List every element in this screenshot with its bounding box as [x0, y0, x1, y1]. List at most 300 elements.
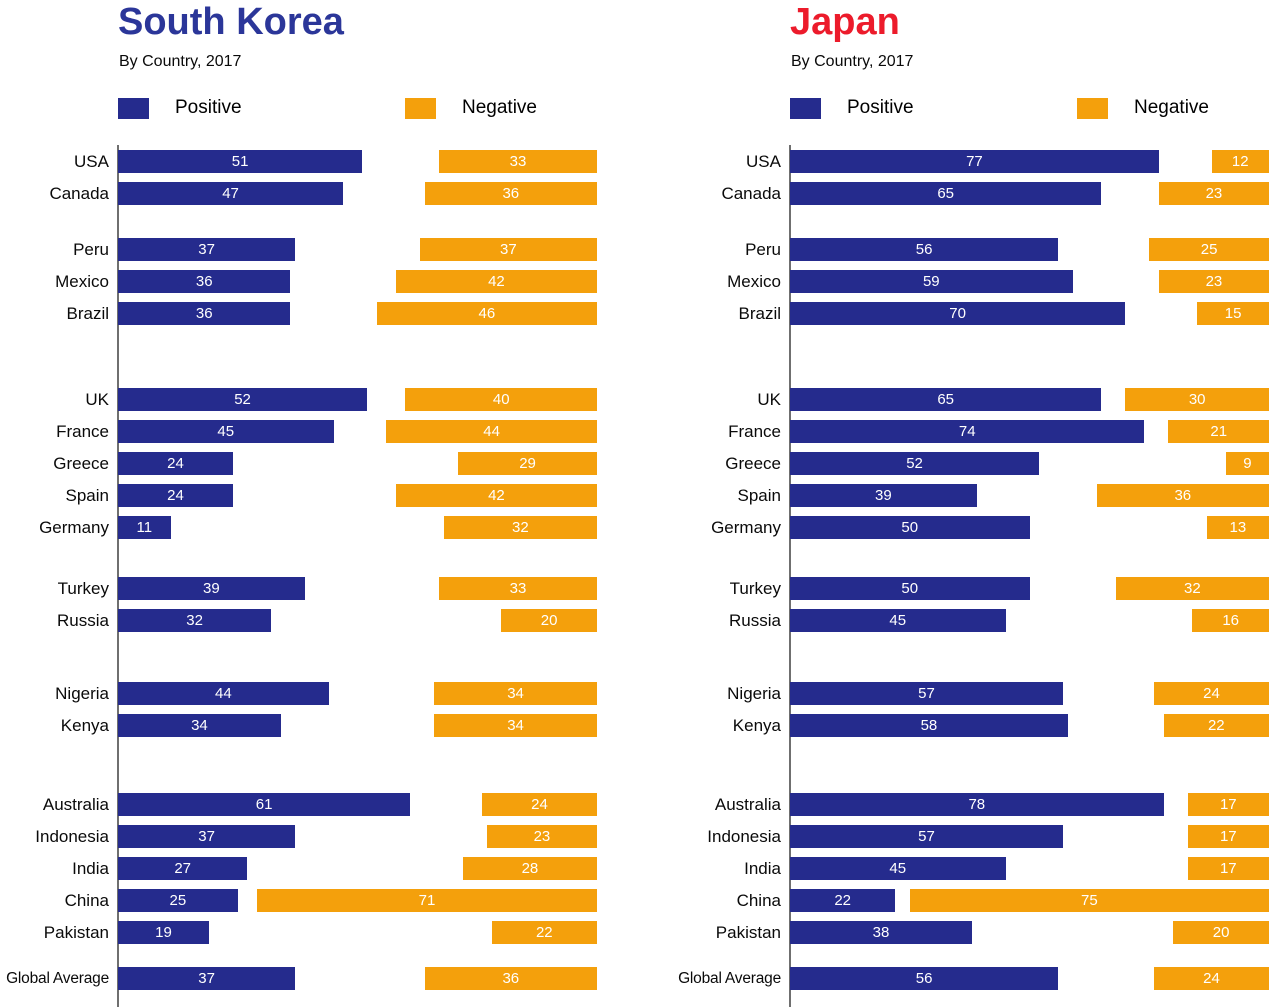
negative-bar [396, 484, 597, 507]
positive-swatch-icon [790, 98, 821, 119]
chart-row [0, 388, 597, 411]
negative-bar [377, 302, 597, 325]
chart-rows [0, 150, 597, 990]
negative-value: 17 [1219, 828, 1237, 845]
negative-value: 22 [535, 924, 553, 941]
chart-row [0, 577, 597, 600]
negative-bar [434, 682, 597, 705]
negative-value: 36 [502, 185, 520, 202]
chart-row [0, 302, 597, 325]
bar-area [790, 270, 1269, 293]
country-label: Germany [711, 518, 781, 537]
positive-bar [790, 516, 1030, 539]
positive-bar [118, 238, 295, 261]
negative-value: 32 [1184, 580, 1201, 597]
chart-row [0, 889, 597, 912]
negative-value: 15 [1224, 305, 1242, 322]
positive-bar [790, 921, 972, 944]
legend-item-negative [1077, 96, 1209, 120]
country-label: Mexico [55, 272, 109, 291]
positive-bar [118, 388, 367, 411]
negative-bar [1173, 921, 1269, 944]
negative-bar [1226, 452, 1269, 475]
chart-row [0, 682, 597, 705]
country-label: Global Average [6, 970, 109, 987]
bar-area [790, 825, 1269, 848]
country-label: Greece [725, 454, 781, 473]
negative-value: 36 [502, 970, 520, 987]
positive-value: 44 [215, 685, 232, 702]
positive-value: 57 [918, 685, 935, 702]
positive-bar [790, 182, 1101, 205]
country-label: Turkey [729, 579, 781, 598]
chart-row [0, 714, 597, 737]
positive-bar [790, 609, 1006, 632]
positive-bar [790, 420, 1144, 443]
positive-value: 77 [966, 153, 983, 170]
chart-row [0, 238, 597, 261]
country-label: Nigeria [727, 684, 781, 703]
positive-bar [118, 302, 290, 325]
positive-value: 52 [906, 455, 923, 472]
positive-value: 34 [191, 717, 208, 734]
country-label: USA [74, 152, 109, 171]
chart-panel-south-korea [0, 0, 597, 1007]
bar-area [790, 609, 1269, 632]
negative-value: 46 [478, 305, 496, 322]
positive-bar [118, 609, 271, 632]
chart-row [672, 484, 1269, 507]
negative-value: 40 [492, 391, 510, 408]
bar-area [790, 577, 1269, 600]
chart-row [672, 238, 1269, 261]
country-label: Peru [745, 240, 781, 259]
country-label: France [728, 422, 781, 441]
chart-row [672, 793, 1269, 816]
positive-value: 19 [155, 924, 172, 941]
country-label: Brazil [738, 304, 781, 323]
bar-area [790, 889, 1269, 912]
positive-bar [118, 516, 171, 539]
bar-area [118, 577, 597, 600]
country-label: Turkey [57, 579, 109, 598]
chart-row [672, 921, 1269, 944]
positive-bar [118, 182, 343, 205]
country-label: Indonesia [35, 827, 109, 846]
country-label: Peru [73, 240, 109, 259]
negative-value: 22 [1207, 717, 1225, 734]
country-label: Kenya [60, 716, 109, 735]
negative-bar [487, 825, 597, 848]
legend-label: Negative [462, 97, 537, 118]
negative-value: 37 [500, 241, 517, 258]
positive-bar [118, 921, 209, 944]
bar-area [118, 452, 597, 475]
negative-bar [1159, 270, 1269, 293]
chart-title: South Korea [118, 1, 344, 43]
positive-bar [790, 484, 977, 507]
country-label: China [736, 891, 781, 910]
negative-value: 24 [1203, 685, 1220, 702]
positive-bar [118, 420, 334, 443]
bar-area [790, 967, 1269, 990]
negative-bar [396, 270, 597, 293]
chart-row [672, 150, 1269, 173]
positive-value: 65 [937, 185, 955, 202]
positive-value: 37 [198, 970, 215, 987]
positive-value: 61 [255, 796, 273, 813]
positive-bar [790, 714, 1068, 737]
country-label: Indonesia [707, 827, 781, 846]
country-label: Canada [721, 184, 781, 203]
bar-area [790, 238, 1269, 261]
positive-bar [790, 302, 1125, 325]
negative-bar [1188, 857, 1269, 880]
bar-area [118, 388, 597, 411]
negative-value: 34 [507, 717, 524, 734]
negative-bar [439, 150, 597, 173]
negative-swatch-icon [405, 98, 436, 119]
negative-value: 28 [521, 860, 539, 877]
positive-value: 52 [234, 391, 251, 408]
positive-value: 56 [915, 970, 933, 987]
bar-area [118, 302, 597, 325]
positive-bar [790, 150, 1159, 173]
chart-subtitle: By Country, 2017 [119, 53, 242, 70]
positive-bar [118, 452, 233, 475]
negative-bar [1154, 682, 1269, 705]
chart-row [0, 182, 597, 205]
positive-value: 38 [872, 924, 890, 941]
positive-bar [790, 825, 1063, 848]
positive-value: 37 [198, 828, 215, 845]
chart-rows [672, 150, 1269, 990]
negative-bar [501, 609, 597, 632]
positive-swatch-icon [118, 98, 149, 119]
positive-value: 39 [875, 487, 892, 504]
positive-value: 58 [920, 717, 938, 734]
country-label: Nigeria [55, 684, 109, 703]
positive-value: 56 [915, 241, 933, 258]
negative-bar [1125, 388, 1269, 411]
bar-area [790, 420, 1269, 443]
country-label: UK [757, 390, 781, 409]
positive-value: 25 [169, 892, 187, 909]
positive-bar [118, 967, 295, 990]
negative-value: 17 [1219, 860, 1237, 877]
positive-value: 74 [958, 423, 976, 440]
country-label: USA [746, 152, 781, 171]
bar-area [118, 609, 597, 632]
bar-area [118, 182, 597, 205]
bar-area [790, 150, 1269, 173]
negative-bar [444, 516, 597, 539]
negative-bar [1197, 302, 1269, 325]
positive-value: 51 [231, 153, 249, 170]
negative-bar [1207, 516, 1269, 539]
positive-value: 37 [198, 241, 215, 258]
country-label: Germany [39, 518, 109, 537]
country-label: Kenya [732, 716, 781, 735]
positive-bar [790, 238, 1058, 261]
bar-area [118, 714, 597, 737]
chart-row [672, 577, 1269, 600]
positive-bar [790, 857, 1006, 880]
negative-bar [257, 889, 597, 912]
country-label: UK [85, 390, 109, 409]
positive-value: 32 [186, 612, 203, 629]
bar-area [118, 825, 597, 848]
positive-value: 36 [195, 273, 213, 290]
bar-area [790, 682, 1269, 705]
negative-value: 12 [1231, 153, 1249, 170]
chart-row [672, 420, 1269, 443]
chart-row [672, 889, 1269, 912]
negative-value: 36 [1174, 487, 1192, 504]
positive-value: 24 [167, 455, 184, 472]
negative-value: 16 [1222, 612, 1240, 629]
negative-bar [1154, 967, 1269, 990]
negative-value: 23 [533, 828, 551, 845]
negative-value: 24 [531, 796, 548, 813]
positive-bar [118, 714, 281, 737]
bar-area [118, 238, 597, 261]
chart-row [672, 609, 1269, 632]
negative-bar [420, 238, 597, 261]
chart-row [672, 388, 1269, 411]
positive-bar [118, 150, 362, 173]
negative-value: 75 [1081, 892, 1098, 909]
bar-area [790, 516, 1269, 539]
negative-bar [492, 921, 597, 944]
legend-label: Negative [1134, 97, 1209, 118]
negative-bar [1212, 150, 1269, 173]
country-label: Greece [53, 454, 109, 473]
negative-value: 33 [509, 580, 527, 597]
positive-bar [790, 577, 1030, 600]
legend-item-positive [118, 96, 242, 120]
chart-row [672, 682, 1269, 705]
bar-area [790, 302, 1269, 325]
country-label: Australia [42, 795, 109, 814]
country-label: India [744, 859, 781, 878]
negative-bar [1149, 238, 1269, 261]
negative-bar [425, 967, 597, 990]
country-label: Russia [729, 611, 781, 630]
country-label: Canada [49, 184, 109, 203]
chart-row [672, 182, 1269, 205]
bar-area [118, 793, 597, 816]
positive-bar [790, 452, 1039, 475]
positive-bar [118, 484, 233, 507]
positive-value: 50 [901, 519, 919, 536]
positive-bar [118, 793, 410, 816]
legend [672, 96, 1269, 120]
positive-value: 27 [174, 860, 191, 877]
chart-row [672, 825, 1269, 848]
positive-bar [118, 825, 295, 848]
chart-title: Japan [790, 1, 900, 43]
negative-value: 24 [1203, 970, 1220, 987]
negative-swatch-icon [1077, 98, 1108, 119]
bar-area [118, 857, 597, 880]
negative-bar [1168, 420, 1269, 443]
bar-area [118, 420, 597, 443]
negative-value: 44 [483, 423, 500, 440]
legend-label: Positive [175, 97, 242, 118]
chart-row [0, 270, 597, 293]
bar-area [118, 967, 597, 990]
positive-value: 24 [167, 487, 184, 504]
negative-value: 32 [512, 519, 529, 536]
legend [0, 96, 597, 120]
negative-value: 42 [488, 487, 505, 504]
country-label: Brazil [66, 304, 109, 323]
bar-area [118, 889, 597, 912]
negative-value: 34 [507, 685, 524, 702]
negative-value: 13 [1229, 519, 1247, 536]
chart-row [672, 714, 1269, 737]
positive-value: 39 [203, 580, 220, 597]
positive-value: 70 [949, 305, 966, 322]
negative-bar [434, 714, 597, 737]
chart-subtitle: By Country, 2017 [791, 53, 914, 70]
negative-value: 33 [509, 153, 527, 170]
negative-bar [482, 793, 597, 816]
positive-value: 11 [136, 519, 153, 536]
negative-value: 20 [540, 612, 558, 629]
country-label: Mexico [727, 272, 781, 291]
negative-bar [1116, 577, 1269, 600]
positive-value: 45 [889, 860, 907, 877]
negative-bar [425, 182, 597, 205]
country-label: India [72, 859, 109, 878]
bar-area [118, 682, 597, 705]
negative-bar [1188, 825, 1269, 848]
positive-value: 22 [834, 892, 852, 909]
chart-row [672, 302, 1269, 325]
country-label: Australia [714, 795, 781, 814]
positive-bar [790, 967, 1058, 990]
bar-area [118, 270, 597, 293]
bar-area [790, 452, 1269, 475]
negative-value: 20 [1212, 924, 1230, 941]
positive-bar [790, 682, 1063, 705]
chart-row [672, 857, 1269, 880]
negative-value: 23 [1205, 273, 1223, 290]
negative-bar [910, 889, 1269, 912]
chart-row [0, 967, 597, 990]
bar-area [118, 516, 597, 539]
country-label: Spain [737, 486, 781, 505]
country-label: Global Average [678, 970, 781, 987]
positive-value: 45 [217, 423, 235, 440]
positive-bar [790, 388, 1101, 411]
negative-bar [463, 857, 597, 880]
positive-bar [118, 889, 238, 912]
chart-row [0, 825, 597, 848]
positive-value: 36 [195, 305, 213, 322]
country-label: Pakistan [43, 923, 109, 942]
negative-value: 30 [1188, 391, 1206, 408]
legend-item-positive [790, 96, 914, 120]
bar-area [118, 150, 597, 173]
negative-bar [439, 577, 597, 600]
negative-bar [1159, 182, 1269, 205]
negative-value: 21 [1210, 423, 1228, 440]
country-label: France [56, 422, 109, 441]
negative-value: 25 [1200, 241, 1218, 258]
chart-row [0, 609, 597, 632]
negative-value: 23 [1205, 185, 1223, 202]
chart-row [0, 857, 597, 880]
negative-bar [386, 420, 597, 443]
positive-bar [118, 857, 247, 880]
positive-bar [790, 270, 1073, 293]
chart-row [672, 516, 1269, 539]
negative-value: 42 [488, 273, 505, 290]
chart-row [0, 484, 597, 507]
negative-value: 29 [519, 455, 536, 472]
bar-area [790, 484, 1269, 507]
bar-area [790, 714, 1269, 737]
bar-area [790, 857, 1269, 880]
bar-area [790, 388, 1269, 411]
chart-row [672, 452, 1269, 475]
bar-area [790, 182, 1269, 205]
chart-row [0, 420, 597, 443]
negative-bar [458, 452, 597, 475]
chart-row [0, 516, 597, 539]
positive-value: 65 [937, 391, 955, 408]
country-label: Pakistan [715, 923, 781, 942]
chart-row [0, 150, 597, 173]
negative-value: 71 [418, 892, 436, 909]
negative-bar [1188, 793, 1269, 816]
positive-bar [790, 793, 1164, 816]
negative-bar [1097, 484, 1269, 507]
legend-item-negative [405, 96, 537, 120]
country-label: Spain [65, 486, 109, 505]
chart-panel-japan [672, 0, 1269, 1007]
positive-bar [118, 270, 290, 293]
negative-value: 9 [1243, 455, 1252, 472]
negative-value: 17 [1219, 796, 1237, 813]
positive-bar [118, 577, 305, 600]
negative-bar [1192, 609, 1269, 632]
bar-area [790, 793, 1269, 816]
bar-area [790, 921, 1269, 944]
chart-row [672, 967, 1269, 990]
positive-bar [790, 889, 895, 912]
chart-row [672, 270, 1269, 293]
negative-bar [1164, 714, 1269, 737]
chart-row [0, 793, 597, 816]
bar-area [118, 921, 597, 944]
positive-value: 59 [922, 273, 940, 290]
chart-row [0, 921, 597, 944]
positive-value: 50 [901, 580, 919, 597]
legend-label: Positive [847, 97, 914, 118]
positive-value: 45 [889, 612, 907, 629]
country-label: Russia [57, 611, 109, 630]
positive-value: 57 [918, 828, 935, 845]
positive-value: 47 [222, 185, 239, 202]
country-label: China [64, 891, 109, 910]
positive-bar [118, 682, 329, 705]
negative-bar [405, 388, 597, 411]
positive-value: 78 [968, 796, 986, 813]
